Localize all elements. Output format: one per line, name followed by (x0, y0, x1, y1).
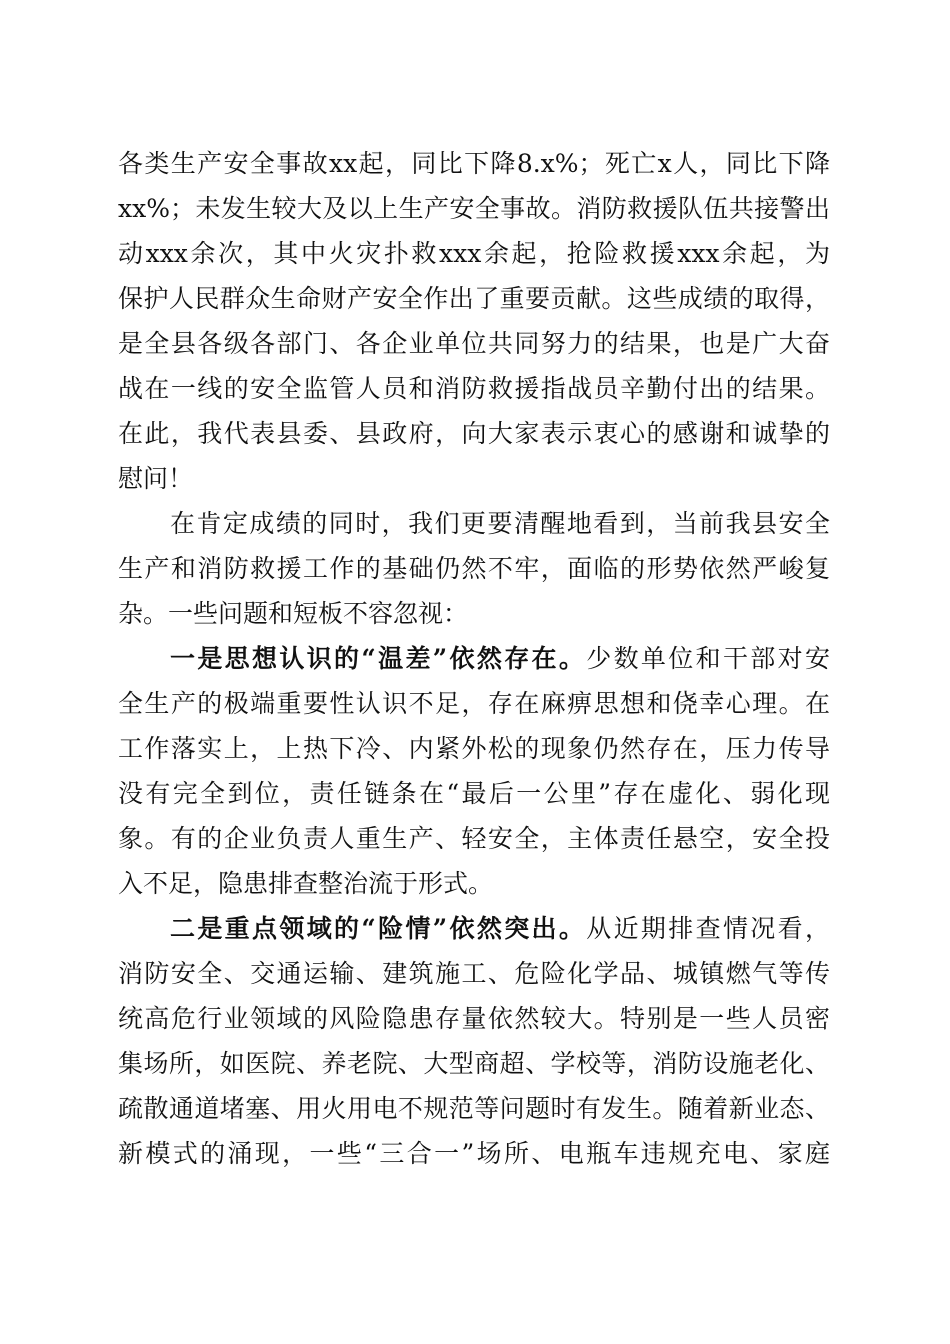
paragraph2-line-2: 生产和消防救援工作的基础仍然不牢，面临的形势依然严峻复 (118, 554, 830, 583)
paragraph1-line-4: 保护人民群众生命财产安全作出了重要贡献。这些成绩的取得， (118, 284, 830, 313)
paragraph1-line-7: 在此，我代表县委、县政府，向大家表示衷心的感谢和诚挚的 (118, 419, 830, 448)
paragraph4-heading: 二是重点领域的“险情”依然突出。 (170, 914, 587, 943)
paragraph4-line-1 (118, 906, 830, 951)
document-body (118, 141, 830, 1176)
paragraph1-line-1: 各类生产安全事故xx起，同比下降8.x%；死亡x人，同比下降 (118, 149, 830, 178)
paragraph1-line-2: xx%；未发生较大及以上生产安全事故。消防救援队伍共接警出 (118, 194, 830, 223)
paragraph4-line-6: 新模式的涌现，一些“三合一”场所、电瓶车违规充电、家庭 (118, 1139, 830, 1168)
paragraph3-line-6: 入不足，隐患排查整治流于形式。 (118, 869, 494, 898)
paragraph3-line-5: 象。有的企业负责人重生产、轻安全，主体责任悬空，安全投 (118, 824, 830, 853)
paragraph4-first-line-rest: 从近期排查情况看， (586, 914, 830, 943)
paragraph3-heading: 一是思想认识的“温差”依然存在。 (170, 644, 587, 673)
paragraph4-line-5: 疏散通道堵塞、用火用电不规范等问题时有发生。随着新业态、 (118, 1094, 830, 1123)
paragraph4-line-4: 集场所，如医院、养老院、大型商超、学校等，消防设施老化、 (118, 1049, 830, 1078)
paragraph1-line-5: 是全县各级各部门、各企业单位共同努力的结果，也是广大奋 (118, 329, 830, 358)
paragraph3-line-1 (118, 636, 830, 681)
paragraph2-line-3: 杂。一些问题和短板不容忽视： (118, 599, 469, 628)
paragraph3-line-4: 没有完全到位，责任链条在“最后一公里”存在虚化、弱化现 (118, 779, 830, 808)
paragraph1-line-3: 动xxx余次，其中火灾扑救xxx余起，抢险救援xxx余起，为 (118, 239, 830, 268)
paragraph3-line-3: 工作落实上，上热下冷、内紧外松的现象仍然存在，压力传导 (118, 734, 830, 763)
paragraph3-line-2: 全生产的极端重要性认识不足，存在麻痹思想和侥幸心理。在 (118, 689, 830, 718)
paragraph3-first-line-rest: 少数单位和干部对安 (586, 644, 830, 673)
paragraph4-line-2: 消防安全、交通运输、建筑施工、危险化学品、城镇燃气等传 (118, 959, 830, 988)
paragraph2-line-1: 在肯定成绩的同时，我们更要清醒地看到，当前我县安全 (170, 509, 830, 538)
paragraph4-line-3: 统高危行业领域的风险隐患存量依然较大。特别是一些人员密 (118, 1004, 830, 1033)
paragraph1-line-8: 慰问！ (118, 464, 194, 493)
paragraph1-line-6: 战在一线的安全监管人员和消防救援指战员辛勤付出的结果。 (118, 374, 830, 403)
